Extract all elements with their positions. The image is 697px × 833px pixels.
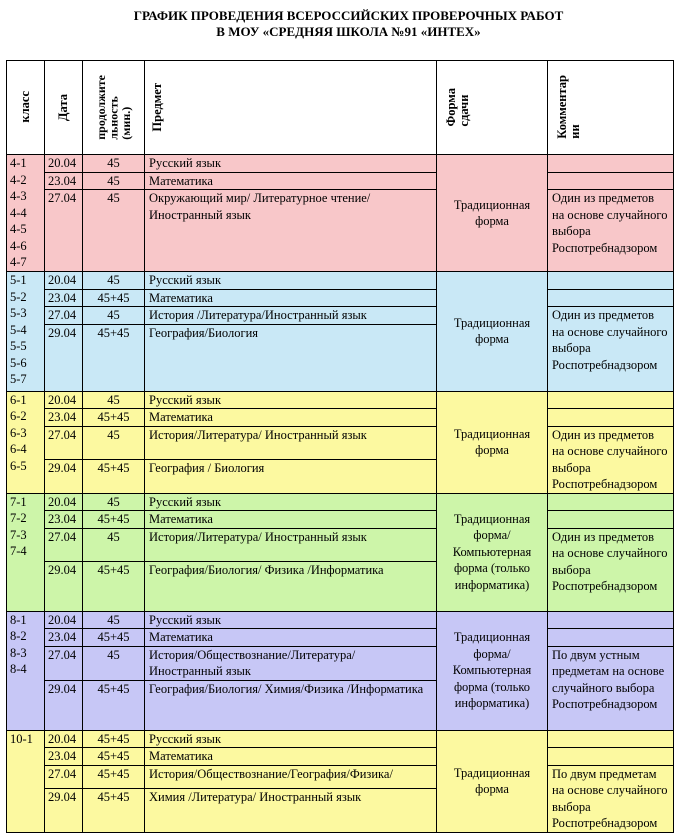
date-cell: 20.04: [45, 493, 83, 511]
class-list-cell: [7, 155, 45, 272]
class-label: 5-2: [10, 289, 27, 304]
table-row: [7, 289, 674, 307]
date-cell: 27.04: [45, 190, 83, 272]
class-label: 5-6: [10, 355, 27, 370]
duration-cell: 45: [83, 190, 145, 272]
table-row: [7, 748, 674, 766]
class-label: 5-1: [10, 273, 27, 287]
header-class: [7, 61, 45, 155]
table-row: [7, 391, 674, 409]
class-label: 8-1: [10, 612, 27, 627]
duration-cell: 45: [83, 391, 145, 409]
subject-cell: Русский язык: [145, 391, 437, 409]
duration-cell: 45: [83, 493, 145, 511]
table-row: [7, 493, 674, 511]
table-row: [7, 765, 674, 788]
header-form: [437, 61, 548, 155]
date-cell: 23.04: [45, 409, 83, 427]
table-row: [7, 190, 674, 272]
class-label: 6-2: [10, 409, 27, 423]
duration-cell: 45+45: [83, 629, 145, 647]
table-row: [7, 528, 674, 561]
date-cell: 20.04: [45, 155, 83, 173]
duration-cell: 45+45: [83, 324, 145, 391]
class-label: 7-1: [10, 494, 27, 509]
subject-cell: Окружающий мир/ Литературное чтение/ Иностранный язык: [145, 190, 437, 272]
duration-cell: 45+45: [83, 765, 145, 788]
date-cell: 20.04: [45, 611, 83, 629]
class-label: 6-4: [10, 442, 27, 456]
class-label: 4-1: [10, 156, 27, 170]
header-subject: [145, 61, 437, 155]
subject-cell: География/Биология: [145, 324, 437, 391]
class-label: 4-2: [10, 172, 27, 187]
class-list-cell: [7, 391, 45, 493]
table-row: [7, 409, 674, 427]
subject-cell: География/Биология/ Физика /Информатика: [145, 561, 437, 611]
subject-cell: География / Биология: [145, 460, 437, 494]
comment-cell: По двум предметам на основе случайного выбора Роспотребнадзором: [548, 765, 674, 832]
class-label: 8-4: [10, 662, 27, 676]
comment-empty-cell: [548, 289, 674, 307]
duration-cell: 45: [83, 307, 145, 325]
subject-cell: История /Литература/Иностранный язык: [145, 307, 437, 325]
date-cell: 29.04: [45, 324, 83, 391]
class-label: 7-3: [10, 527, 27, 542]
duration-cell: 45: [83, 155, 145, 173]
duration-cell: 45+45: [83, 289, 145, 307]
date-cell: 27.04: [45, 307, 83, 325]
schedule-body: [7, 155, 674, 833]
table-row: [7, 730, 674, 748]
header-row: [7, 61, 674, 155]
duration-cell: 45+45: [83, 788, 145, 832]
subject-cell: Русский язык: [145, 611, 437, 629]
comment-empty-cell: [548, 391, 674, 409]
date-cell: 23.04: [45, 748, 83, 766]
table-row: [7, 646, 674, 680]
date-cell: 29.04: [45, 680, 83, 730]
class-label: 4-6: [10, 238, 27, 253]
class-label: 5-4: [10, 322, 27, 337]
table-row: [7, 629, 674, 647]
subject-cell: История/Литература/ Иностранный язык: [145, 528, 437, 561]
subject-cell: Русский язык: [145, 272, 437, 290]
header-class-label: класс: [18, 91, 32, 124]
schedule-table: [6, 60, 674, 833]
exam-form-cell: Традиционная форма: [437, 730, 548, 832]
duration-cell: 45+45: [83, 460, 145, 494]
duration-cell: 45+45: [83, 730, 145, 748]
subject-cell: Математика: [145, 289, 437, 307]
table-row: [7, 426, 674, 460]
subject-cell: История/Обществознание/Литература/ Иностранный язык: [145, 646, 437, 680]
class-label: 5-7: [10, 372, 27, 386]
class-label: 6-3: [10, 425, 27, 440]
duration-cell: 45+45: [83, 561, 145, 611]
date-cell: 23.04: [45, 289, 83, 307]
class-list-cell: [7, 493, 45, 611]
comment-empty-cell: [548, 511, 674, 529]
header-date: [45, 61, 83, 155]
date-cell: 29.04: [45, 561, 83, 611]
comment-empty-cell: [548, 272, 674, 290]
comment-empty-cell: [548, 409, 674, 427]
duration-cell: 45: [83, 426, 145, 460]
header-comment-label: Комментар ии: [555, 75, 582, 140]
class-label: 10-1: [10, 731, 33, 746]
duration-cell: 45: [83, 646, 145, 680]
comment-empty-cell: [548, 172, 674, 190]
date-cell: 20.04: [45, 730, 83, 748]
comment-empty-cell: [548, 748, 674, 766]
subject-cell: Русский язык: [145, 493, 437, 511]
class-label: 4-3: [10, 189, 27, 203]
duration-cell: 45: [83, 528, 145, 561]
comment-empty-cell: [548, 155, 674, 173]
header-comment: [548, 61, 674, 155]
date-cell: 23.04: [45, 172, 83, 190]
comment-empty-cell: [548, 629, 674, 647]
date-cell: 29.04: [45, 788, 83, 832]
subject-cell: География/Биология/ Химия/Физика /Информатика: [145, 680, 437, 730]
comment-empty-cell: [548, 493, 674, 511]
date-cell: 27.04: [45, 646, 83, 680]
table-row: [7, 307, 674, 325]
header-date-label: Дата: [56, 93, 70, 121]
table-row: [7, 511, 674, 529]
duration-cell: 45+45: [83, 511, 145, 529]
class-label: 7-4: [10, 544, 27, 558]
duration-cell: 45: [83, 172, 145, 190]
header-duration-label: продолжите льность (мин.): [93, 74, 133, 140]
class-label: 5-5: [10, 339, 27, 353]
exam-form-cell: Традиционная форма/ Компьютерная форма (только информатика): [437, 493, 548, 611]
class-label: 8-2: [10, 629, 27, 643]
comment-empty-cell: [548, 730, 674, 748]
subject-cell: История/Литература/ Иностранный язык: [145, 426, 437, 460]
subject-cell: Математика: [145, 172, 437, 190]
duration-cell: 45: [83, 272, 145, 290]
duration-cell: 45+45: [83, 748, 145, 766]
class-label: 6-5: [10, 458, 27, 473]
date-cell: 27.04: [45, 528, 83, 561]
class-label: 7-2: [10, 511, 27, 525]
class-list-cell: [7, 272, 45, 392]
subject-cell: Русский язык: [145, 730, 437, 748]
date-cell: 23.04: [45, 511, 83, 529]
date-cell: 20.04: [45, 391, 83, 409]
exam-form-cell: Традиционная форма: [437, 391, 548, 493]
date-cell: 27.04: [45, 765, 83, 788]
comment-cell: Один из предметов на основе случайного выбора Роспотребнадзором: [548, 190, 674, 272]
document-title-line1: ГРАФИК ПРОВЕДЕНИЯ ВСЕРОССИЙСКИХ ПРОВЕРОЧНЫХ РАБОТ: [133, 8, 564, 23]
duration-cell: 45+45: [83, 680, 145, 730]
exam-form-cell: Традиционная форма: [437, 155, 548, 272]
table-row: [7, 155, 674, 173]
comment-cell: По двум устным предметам на основе случайного выбора Роспотребнадзором: [548, 646, 674, 730]
date-cell: 29.04: [45, 460, 83, 494]
class-label: 4-7: [10, 255, 27, 269]
header-subject-label: Предмет: [150, 82, 164, 132]
subject-cell: История/Обществознание/География/Физика/: [145, 765, 437, 788]
comment-cell: Один из предметов на основе случайного выбора Роспотребнадзором: [548, 307, 674, 392]
date-cell: 27.04: [45, 426, 83, 460]
comment-cell: Один из предметов на основе случайного выбора Роспотребнадзором: [548, 528, 674, 611]
duration-cell: 45: [83, 611, 145, 629]
header-duration: [83, 61, 145, 155]
subject-cell: Математика: [145, 629, 437, 647]
date-cell: 20.04: [45, 272, 83, 290]
date-cell: 23.04: [45, 629, 83, 647]
subject-cell: Химия /Литература/ Иностранный язык: [145, 788, 437, 832]
document-title-line2: В МОУ «СРЕДНЯЯ ШКОЛА №91 «ИНТЕХ»: [216, 24, 481, 39]
class-list-cell: [7, 611, 45, 730]
subject-cell: Математика: [145, 748, 437, 766]
table-row: [7, 172, 674, 190]
comment-cell: Один из предметов на основе случайного выбора Роспотребнадзором: [548, 426, 674, 493]
class-label: 6-1: [10, 392, 27, 407]
class-label: 5-3: [10, 306, 27, 320]
header-form-label: Форма сдачи: [444, 88, 471, 127]
class-label: 8-3: [10, 645, 27, 660]
comment-empty-cell: [548, 611, 674, 629]
subject-cell: Русский язык: [145, 155, 437, 173]
table-row: [7, 272, 674, 290]
subject-cell: Математика: [145, 409, 437, 427]
exam-form-cell: Традиционная форма/ Компьютерная форма (только информатика): [437, 611, 548, 730]
exam-form-cell: Традиционная форма: [437, 272, 548, 392]
class-list-cell: [7, 730, 45, 832]
table-row: [7, 611, 674, 629]
duration-cell: 45+45: [83, 409, 145, 427]
subject-cell: Математика: [145, 511, 437, 529]
class-label: 4-5: [10, 222, 27, 236]
class-label: 4-4: [10, 205, 27, 220]
